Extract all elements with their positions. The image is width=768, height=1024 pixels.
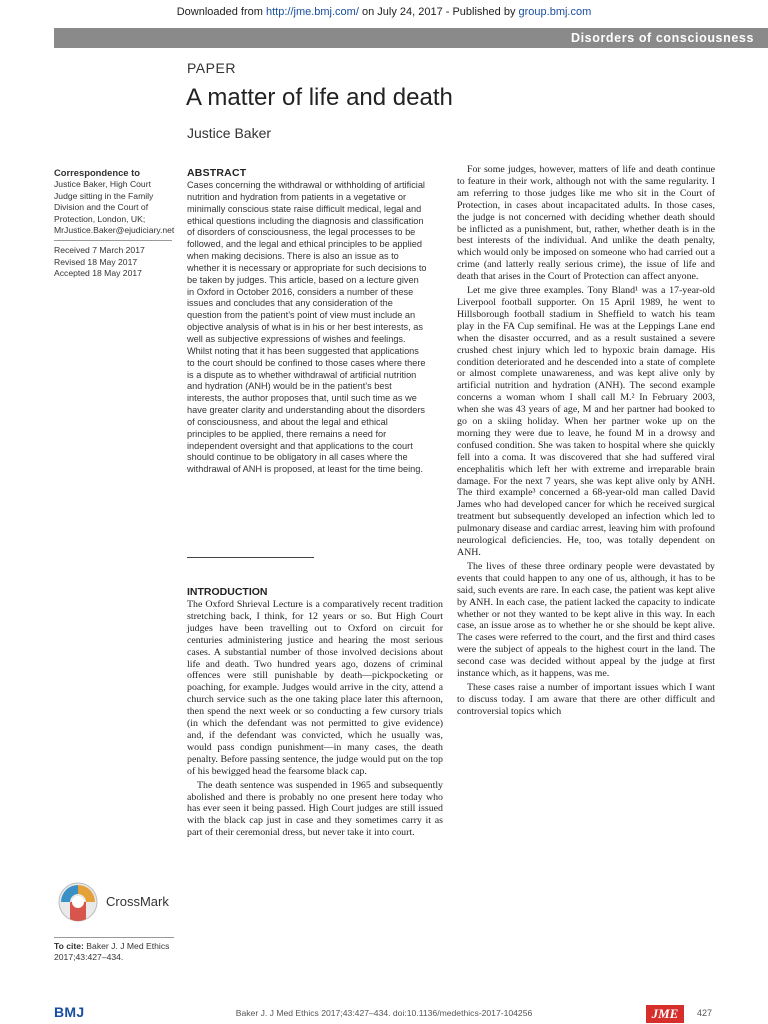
section-title: Disorders of consciousness <box>570 31 754 45</box>
body-paragraph: Let me give three examples. Tony Bland¹ was a 17-year-old Liverpool football supporter. On 15 April 1989, he went to Hillsborough football stadium in Sheffield to watch his team play in the FA Cup semifinal. He was at the Leppings Lane end when the disaster occurred, and as a result sustained a severe crushed chest injury which led to hypoxic brain damage. His condition deteriorated and he descended into a state of complete or almost complete unawareness, and was kept alive only by artificial nutrition and hydration (ANH). The second example concerns a woman whom I shall call M.² In February 2003, when she was 43 years of age, M and her partner had booked to go on a skiing holiday. When her partner woke up on the morning they were due to leave, he found M in a drowsy and confused condition. She was taken to hospital where she quickly fell into a coma. It was discovered that she had suffered viral encephalitis which left her with extreme and irreparable brain damage. For the next 7 years, she was kept alive only by ANH. The third example³ concerned a 68-year-old man called David James who had developed cancer for which he received surgical treatment but subsequently developed an infection which led to pulmonary disease and cardiac arrest, leaving him with profound neurological deficiencies. He, too, was totally dependent on ANH. <box>457 285 715 558</box>
revised-date: Revised 18 May 2017 <box>54 256 138 267</box>
received-date: Received 7 March 2017 <box>54 245 145 256</box>
abstract-divider <box>187 557 314 558</box>
accepted-date: Accepted 18 May 2017 <box>54 268 142 279</box>
article-title: A matter of life and death <box>186 84 453 111</box>
correspondence-block <box>54 167 174 280</box>
correspondence-heading: Correspondence to <box>54 167 140 178</box>
download-notice <box>0 5 768 19</box>
introduction-heading: INTRODUCTION <box>187 586 268 598</box>
divider <box>54 240 172 241</box>
abstract-heading: ABSTRACT <box>187 167 247 179</box>
journal-url-link[interactable]: http://jme.bmj.com/ <box>265 6 359 18</box>
crossmark-icon <box>58 882 98 922</box>
bmj-logo: BMJ <box>54 1004 85 1020</box>
section-bar <box>54 28 768 48</box>
citation-box <box>54 937 174 963</box>
intro-paragraph: The Oxford Shrieval Lecture is a comparatively recent tradition stretching back, I think, for 12 years or so. But High Court judges have been travelling out to Oxford on circuit for centuries administering justice and hearing the most serious cases. A substantial number of those involved decisions about life and death. Two hundred years ago, dozens of criminal offences were still punishable by death—pickpocketing or poaching, for example. Judges would arrive in the city, attend a church service such as the one taking place later this afternoon, then spend the next week or so conducting a few cursory trials (in which the defendant was not permitted to give evidence) and, if the defendant was convicted, which he usually was, would pass condign punishment—in many cases, the death penalty. Before passing sentence, the judge would put on the top of his bewigged head the fearsome black cap. <box>187 599 443 777</box>
cite-text: Baker J. J Med Ethics 2017;43:427–434. <box>54 941 170 962</box>
body-paragraph: The lives of these three ordinary people were devastated by events that could happen to any one of us, although, it has to be said, such events are rare. In each case, the patient was kept alive by ANH. In each case, the patient lacked the capacity to indicate whether or not they wanted to be kept alive in this way. In each case, an issue arose as to whether he or she should be kept alive. The cases were referred to the court, and the first and third cases were the subject of appeals to the highest court in the land. The second case was decided without appeal by the judge at first instance which, as it happens, was me. <box>457 560 715 680</box>
download-prefix: Downloaded from <box>176 6 266 18</box>
crossmark-badge[interactable] <box>58 880 178 924</box>
body-paragraph: For some judges, however, matters of life and death continue to feature in their work, although not with the same regularity. I am referring to those judges like me who sit in the Court of Protection, in cases about incapacitated adults. In those cases, the judge is not concerned with deciding whether death should be inflicted as a punishment, but, rather, whether death is in the best interests of the individual. And unlike the death penalty, which would only be imposed on someone who had carried out a crime (and latterly really serious crime), the issue of life and death that arises in the Court of Protection can affect anyone. <box>457 164 715 283</box>
introduction-section <box>187 586 443 839</box>
publisher-link[interactable]: group.bmj.com <box>518 6 592 18</box>
cite-label: To cite: <box>54 941 84 951</box>
page-number: 427 <box>697 1008 713 1018</box>
abstract-section <box>187 167 427 476</box>
footer-citation: Baker J. J Med Ethics 2017;43:427–434. doi:10.1136/medethics-2017-104256 <box>235 1008 533 1018</box>
body-right-column <box>457 164 715 720</box>
article-type: PAPER <box>187 60 236 76</box>
correspondence-address: Justice Baker, High Court Judge sitting in the Family Division and the Court of Protection, London, UK; MrJustice.Baker@ejudiciary.net <box>54 179 175 236</box>
abstract-text: Cases concerning the withdrawal or withholding of artificial nutrition and hydration from patients in a vegetative or minimally conscious state raise difficult medical, legal and ethical questions including the diagnosis and classification of disorders of consciousness, the legal processes to be followed, and the legal and ethical principles to be applied when making decisions. There is also an issue as to whether it is necessary or appropriate for such decisions to be taken by judges. This article, based on a lecture given in Oxford in October 2016, considers a number of these issues and concludes that any consideration of the question from the patient’s point of view must include an objective analysis of what is in his or her best interests, as well as subjective expressions of wishes and feelings. Whilst noting that it has been suggested that applications to the court should be confined to those cases where there is a dispute as to whether withdrawal of artificial nutrition and hydration (ANH) would be in the patient’s best interests, the author proposes that, until such time as we have greater clarity and understanding about the disorders of consciousness, and about the legal and ethical principles to be applied, there remains a need for independent oversight and that applications to the court should continue to be obligatory in all cases where the withdrawal of ANH is proposed, at least for the time being. <box>187 180 427 475</box>
jme-logo: JME <box>646 1005 684 1023</box>
author-name: Justice Baker <box>187 125 272 141</box>
crossmark-label: CrossMark <box>106 894 169 909</box>
download-middle-text: on July 24, 2017 - Published by <box>358 6 519 18</box>
intro-paragraph: The death sentence was suspended in 1965 and subsequently abolished and there is probably no one present here today who has ever seen it being passed. High Court judges are still issued with the black cap just in case and they sometimes carry it as part of their ceremonial dress, but never take it into court. <box>187 779 443 839</box>
body-paragraph: These cases raise a number of important issues which I want to discuss today. I am aware that there are other difficult and controversial topics which <box>457 681 715 717</box>
